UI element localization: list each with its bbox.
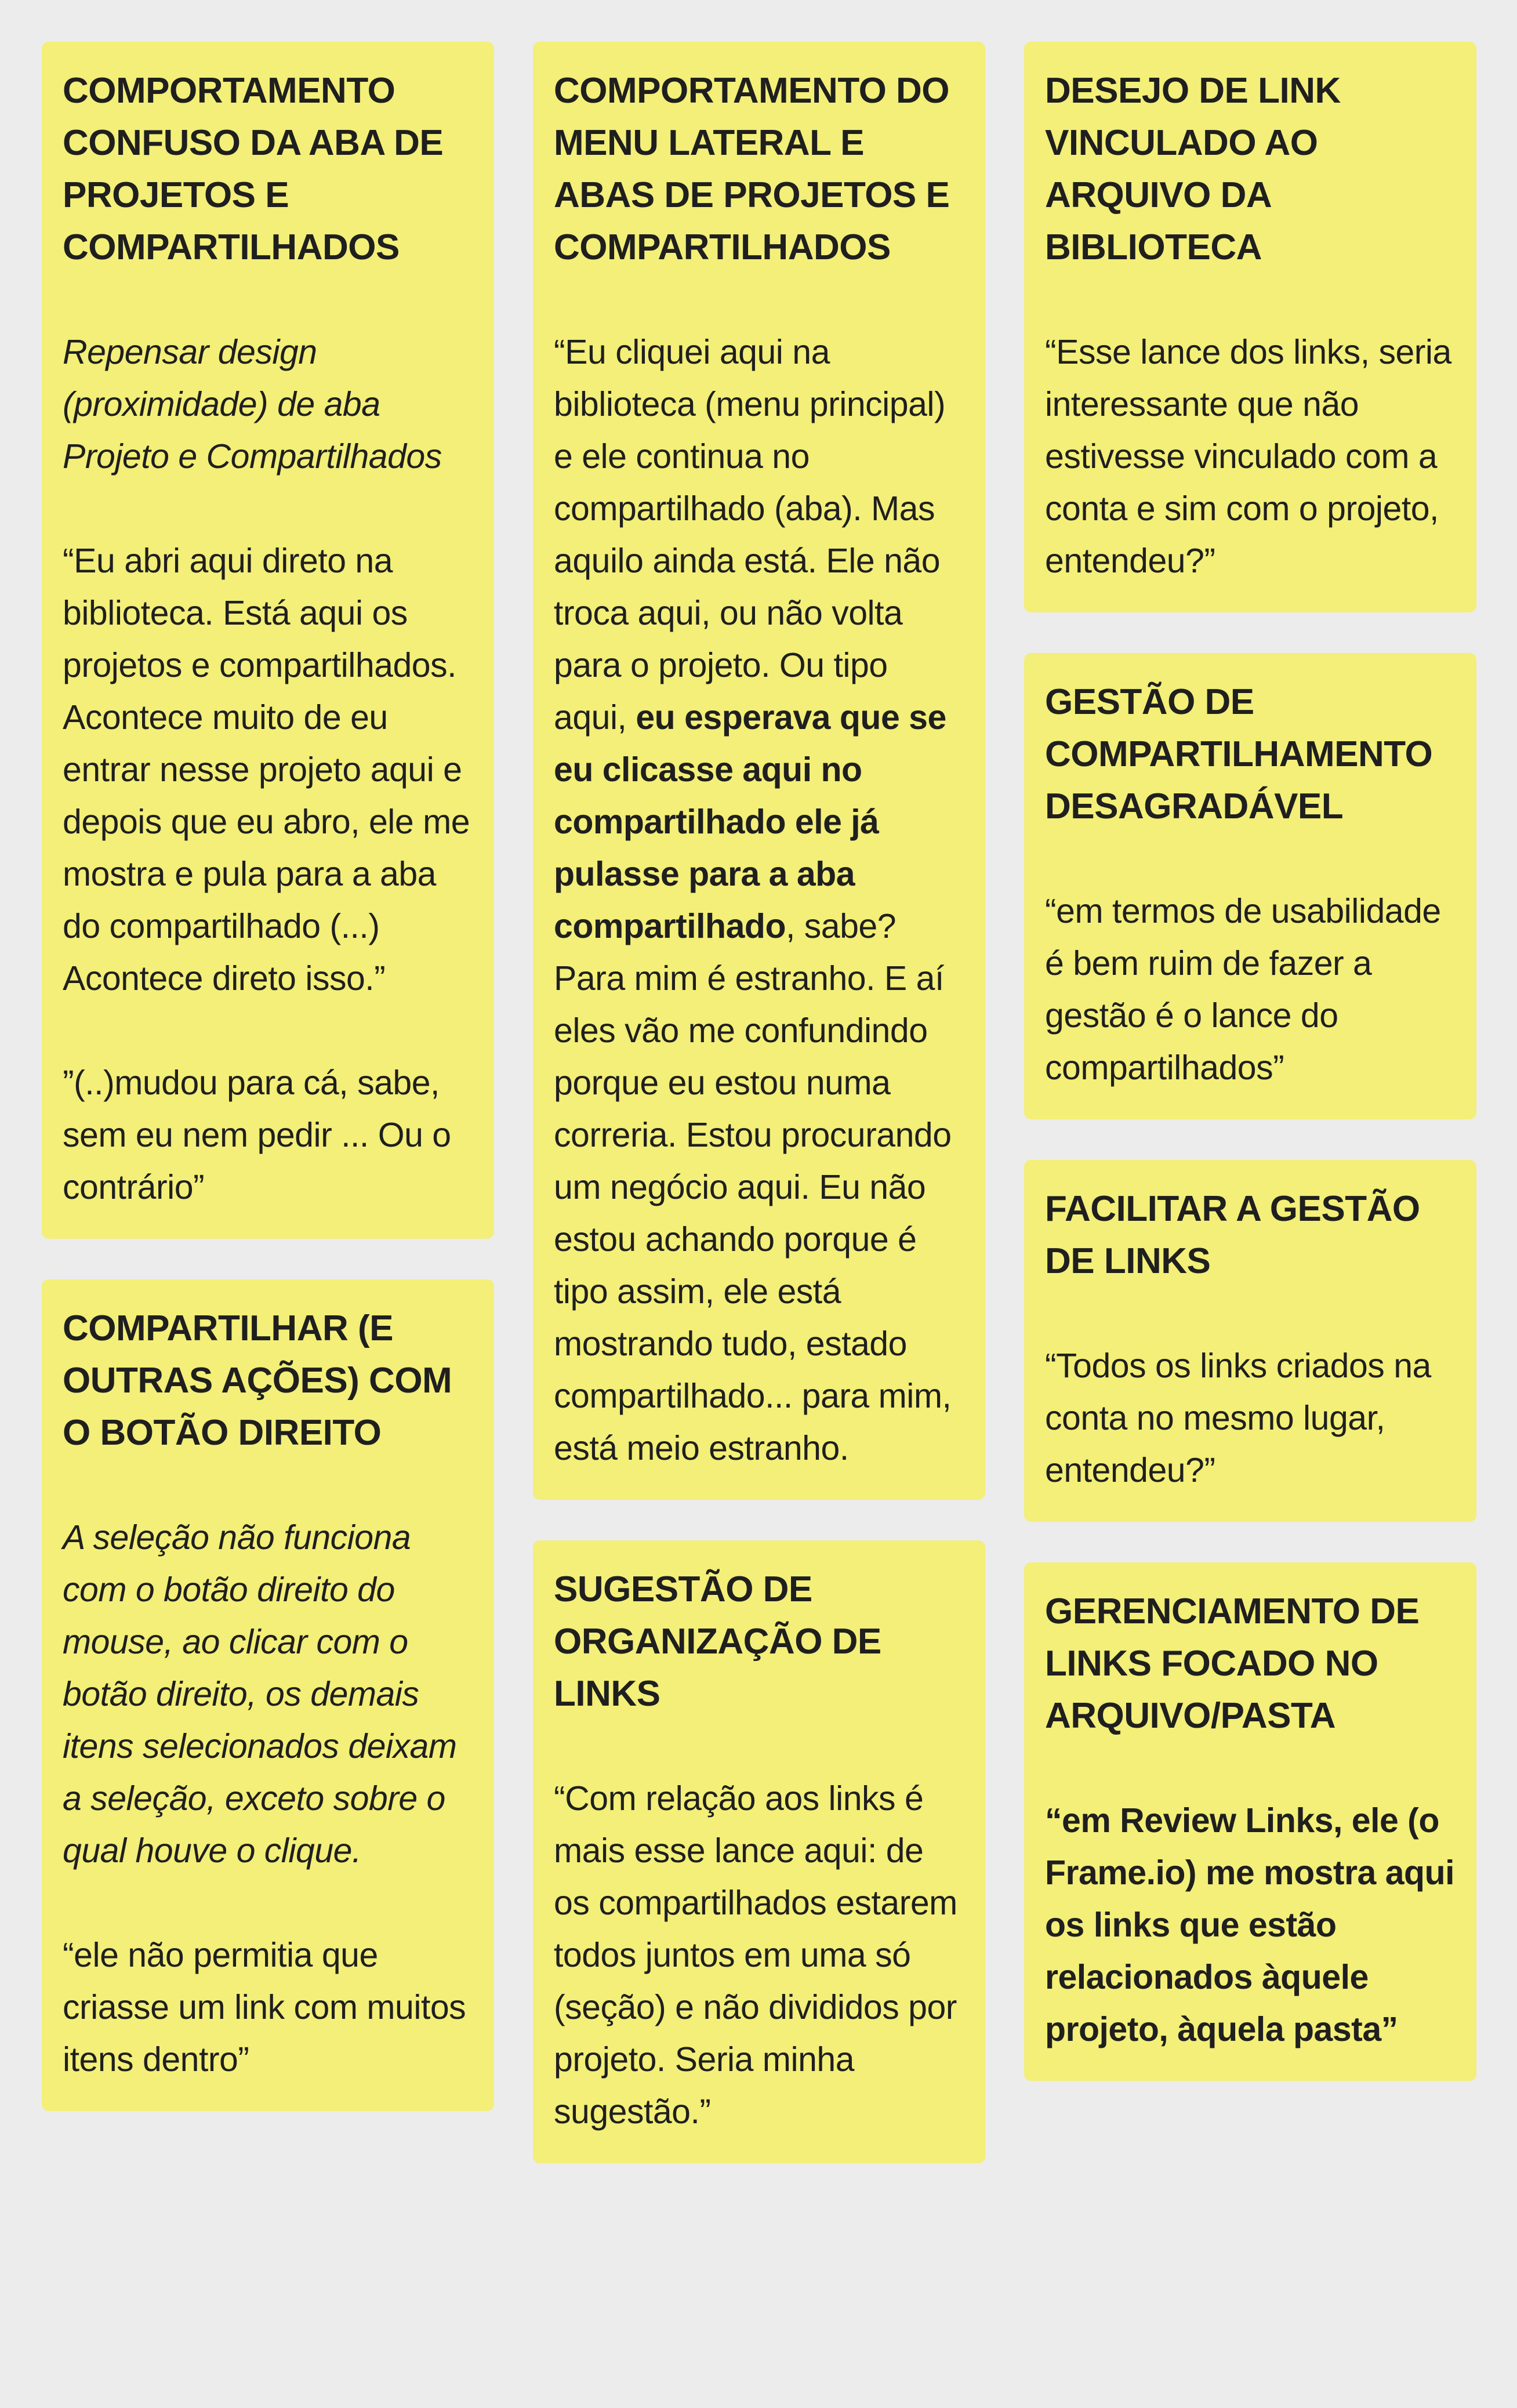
sticky-note [42, 1279, 494, 2111]
note-title: GERENCIAMENTO DE LINKS FOCADO NO ARQUIVO/PASTA [1045, 1591, 1420, 1736]
quote-text: “Eu cliquei aqui na biblioteca (menu principal) e ele continua no compartilhado (aba). Mas aquilo ainda está. Ele não troca aqui, ou não volta para o projeto. Ou tipo aqui, [554, 333, 946, 737]
sticky-note [42, 42, 494, 1239]
column-3 [1024, 42, 1476, 2121]
sticky-note [1024, 653, 1476, 1119]
note-quote: “Esse lance dos links, seria interessante que não estivesse vinculado com a conta e sim com o projeto, entendeu?” [1045, 333, 1451, 580]
sticky-note [1024, 42, 1476, 612]
note-quote: ”(..)mudou para cá, sabe, sem eu nem pedir ... Ou o contrário” [63, 1064, 451, 1206]
note-title: GESTÃO DE COMPARTILHAMENTO DESAGRADÁVEL [1045, 682, 1433, 826]
note-observation: Repensar design (proximidade) de aba Projeto e Compartilhados [63, 333, 442, 476]
sticky-note [1024, 1562, 1476, 2081]
note-title: COMPARTILHAR (E OUTRAS AÇÕES) COM O BOTÃO DIREITO [63, 1308, 452, 1453]
column-1 [42, 42, 494, 2152]
note-observation: A seleção não funciona com o botão direito do mouse, ao clicar com o botão direito, os demais itens selecionados deixam a seleção, exceto sobre o qual houve o clique. [63, 1518, 457, 1870]
note-quote: “Todos os links criados na conta no mesmo lugar, entendeu?” [1045, 1347, 1431, 1489]
note-quote: “Eu abri aqui direto na biblioteca. Está aqui os projetos e compartilhados. Acontece muito de eu entrar nesse projeto aqui e depois que eu abro, ele me mostra e pula para a aba do compartilhado (...) Acontece direto isso.” [63, 542, 470, 998]
note-quote [554, 326, 964, 1474]
note-title: COMPORTAMENTO CONFUSO DA ABA DE PROJETOS E COMPARTILHADOS [63, 71, 444, 267]
note-title: SUGESTÃO DE ORGANIZAÇÃO DE LINKS [554, 1569, 881, 1714]
note-quote: “Com relação aos links é mais esse lance aqui: de os compartilhados estarem todos juntos em uma só (seção) e não divididos por projeto. Seria minha sugestão.” [554, 1779, 957, 2131]
note-quote: “em Review Links, ele (o Frame.io) me mostra aqui os links que estão relacionados àquele projeto, àquela pasta” [1045, 1801, 1455, 2048]
sticky-note [1024, 1160, 1476, 1522]
quote-highlight: eu esperava que se eu clicasse aqui no compartilhado ele já pulasse para a aba compartilhado [554, 698, 946, 945]
sticky-note [533, 1540, 985, 2163]
note-quote: “ele não permitia que criasse um link com muitos itens dentro” [63, 1936, 466, 2079]
note-title: FACILITAR A GESTÃO DE LINKS [1045, 1189, 1420, 1281]
quote-text: , sabe? Para mim é estranho. E aí eles vão me confundindo porque eu estou numa correria. Estou procurando um negócio aqui. Eu não estou achando porque é tipo assim, ele está mostrando tudo, estado compartilhado... para mim, está meio estranho. [554, 907, 952, 1467]
sticky-note [533, 42, 985, 1500]
note-title: DESEJO DE LINK VINCULADO AO ARQUIVO DA BIBLIOTECA [1045, 71, 1341, 267]
note-title: COMPORTAMENTO DO MENU LATERAL E ABAS DE PROJETOS E COMPARTILHADOS [554, 71, 950, 267]
note-quote: “em termos de usabilidade é bem ruim de fazer a gestão é o lance do compartilhados” [1045, 892, 1441, 1087]
column-2 [533, 42, 985, 2204]
